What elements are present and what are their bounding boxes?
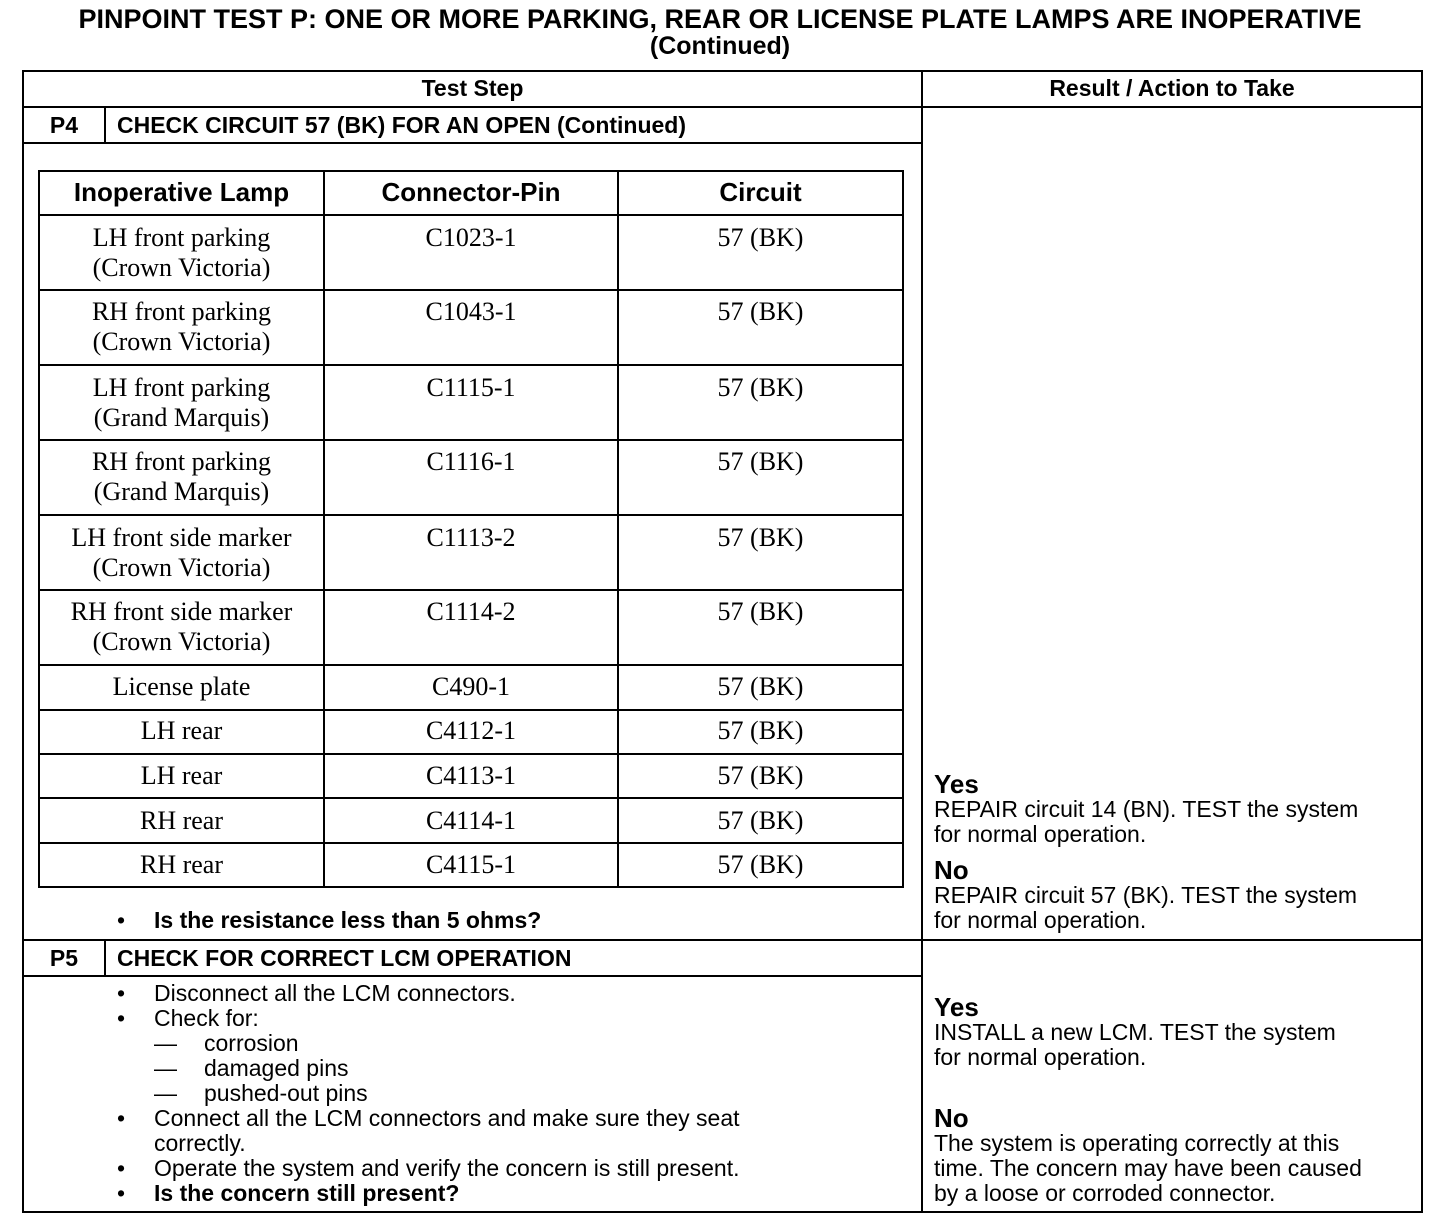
- inner-table-row-line: [38, 289, 904, 291]
- lamp-cell: LH front parking (Crown Victoria): [92, 223, 271, 282]
- p4-no-text-line1: REPAIR circuit 57 (BK). TEST the system: [934, 882, 1358, 908]
- connector-pin-cell: C1043-1: [425, 297, 517, 326]
- lamp-cell: LH front parking (Grand Marquis): [92, 373, 271, 432]
- column-divider: [921, 70, 923, 1213]
- header-bottom-border: [22, 106, 1423, 108]
- p4-header-bottom-border: [22, 142, 923, 144]
- circuit-cell: 57 (BK): [717, 850, 804, 879]
- circuit-cell: 57 (BK): [717, 597, 804, 626]
- circuit-cell: 57 (BK): [717, 373, 804, 402]
- connector-pin-cell: C4113-1: [425, 761, 517, 790]
- lamp-cell: RH front parking (Crown Victoria): [91, 297, 272, 356]
- inner-table-row-line: [38, 797, 904, 799]
- step-separator: [22, 939, 1423, 941]
- circuit-cell: 57 (BK): [717, 297, 804, 326]
- circuit-cell: 57 (BK): [717, 806, 804, 835]
- inner-table-row-line: [38, 364, 904, 366]
- outer-bottom-border: [22, 1211, 1423, 1213]
- col-header-connector-pin: Connector-Pin: [381, 177, 561, 207]
- connector-pin-cell: C1113-2: [426, 523, 516, 552]
- header-result-action: Result / Action to Take: [1049, 75, 1295, 101]
- inner-table-row-line: [38, 589, 904, 591]
- connector-pin-cell: C490-1: [432, 672, 510, 701]
- p5-no-label: No: [934, 1103, 969, 1133]
- bullet-icon: •: [117, 1155, 126, 1181]
- outer-right-border: [1421, 70, 1423, 1213]
- connector-pin-cell: C4115-1: [425, 850, 517, 879]
- inner-table-row-line: [38, 709, 904, 711]
- inner-table-row-line: [38, 214, 904, 216]
- inner-table-row-line: [38, 842, 904, 844]
- p4-no-label: No: [934, 855, 969, 885]
- circuit-cell: 57 (BK): [717, 223, 804, 252]
- outer-top-border: [22, 70, 1423, 72]
- p5-check-pushed-out-pins: pushed-out pins: [204, 1080, 368, 1106]
- lamp-cell: LH front side marker (Crown Victoria): [71, 523, 292, 582]
- connector-pin-cell: C1023-1: [425, 223, 517, 252]
- p4-step-title: CHECK CIRCUIT 57 (BK) FOR AN OPEN (Continued): [117, 112, 687, 138]
- p4-question: Is the resistance less than 5 ohms?: [154, 907, 542, 933]
- p5-step-title: CHECK FOR CORRECT LCM OPERATION: [117, 945, 572, 971]
- bullet-icon: •: [117, 1180, 126, 1206]
- col-header-inoperative-lamp: Inoperative Lamp: [73, 177, 290, 207]
- p5-no-text-line1: The system is operating correctly at this: [934, 1130, 1340, 1156]
- p4-no-text-line2: for normal operation.: [934, 907, 1147, 933]
- p5-step-id: P5: [49, 945, 79, 971]
- page-title-continued: (Continued): [649, 32, 791, 60]
- circuit-cell: 57 (BK): [717, 672, 804, 701]
- inner-table-row-line: [38, 664, 904, 666]
- p5-check-corrosion: corrosion: [204, 1030, 299, 1056]
- p5-bullet-connect-line1: Connect all the LCM connectors and make sure they seat: [154, 1105, 740, 1131]
- lamp-cell: RH front side marker (Crown Victoria): [70, 597, 293, 656]
- inner-table-top-border: [38, 170, 904, 172]
- p4-yes-label: Yes: [934, 769, 979, 799]
- page-title: PINPOINT TEST P: ONE OR MORE PARKING, REAR OR LICENSE PLATE LAMPS ARE INOPERATIVE: [78, 4, 1362, 34]
- circuit-cell: 57 (BK): [717, 716, 804, 745]
- outer-left-border: [22, 70, 24, 1213]
- inner-table-row-line: [38, 439, 904, 441]
- p5-id-divider: [104, 939, 106, 977]
- p5-yes-text-line2: for normal operation.: [934, 1044, 1147, 1070]
- p4-yes-text-line2: for normal operation.: [934, 821, 1147, 847]
- connector-pin-cell: C1115-1: [426, 373, 516, 402]
- p5-yes-label: Yes: [934, 992, 979, 1022]
- header-test-step: Test Step: [421, 75, 524, 101]
- circuit-cell: 57 (BK): [717, 761, 804, 790]
- inner-table-bottom-border: [38, 886, 904, 888]
- p5-bullet-disconnect: Disconnect all the LCM connectors.: [154, 980, 516, 1006]
- p5-no-text-line3: by a loose or corroded connector.: [934, 1180, 1276, 1206]
- lamp-cell: RH rear: [139, 850, 223, 879]
- bullet-icon: •: [117, 1105, 126, 1131]
- p5-bullet-connect-line2: correctly.: [154, 1130, 246, 1156]
- circuit-cell: 57 (BK): [717, 523, 804, 552]
- p4-id-divider: [104, 106, 106, 144]
- connector-pin-cell: C4114-1: [425, 806, 517, 835]
- circuit-cell: 57 (BK): [717, 447, 804, 476]
- p5-check-damaged-pins: damaged pins: [204, 1055, 349, 1081]
- dash-icon: —: [154, 1055, 177, 1081]
- p5-bullet-check-for: Check for:: [154, 1005, 259, 1031]
- p4-yes-text-line1: REPAIR circuit 14 (BN). TEST the system: [934, 796, 1359, 822]
- inner-table-row-line: [38, 514, 904, 516]
- bullet-icon: •: [117, 1005, 126, 1031]
- p5-no-text-line2: time. The concern may have been caused: [934, 1155, 1362, 1181]
- col-header-circuit: Circuit: [719, 177, 802, 207]
- connector-pin-cell: C4112-1: [425, 716, 517, 745]
- lamp-cell: License plate: [112, 672, 251, 701]
- inner-table-row-line: [38, 753, 904, 755]
- connector-pin-cell: C1116-1: [426, 447, 516, 476]
- p4-step-id: P4: [49, 112, 79, 138]
- lamp-cell: RH front parking (Grand Marquis): [91, 447, 272, 506]
- p5-question: Is the concern still present?: [154, 1180, 460, 1206]
- lamp-cell: LH rear: [140, 761, 223, 790]
- bullet-icon: •: [117, 980, 126, 1006]
- inner-table-right-border: [902, 170, 904, 888]
- lamp-cell: RH rear: [139, 806, 223, 835]
- p5-yes-text-line1: INSTALL a new LCM. TEST the system: [934, 1019, 1336, 1045]
- lamp-cell: LH rear: [140, 716, 223, 745]
- dash-icon: —: [154, 1030, 177, 1056]
- p5-header-bottom-border: [22, 975, 923, 977]
- p5-bullet-operate: Operate the system and verify the concern is still present.: [154, 1155, 740, 1181]
- dash-icon: —: [154, 1080, 177, 1106]
- connector-pin-cell: C1114-2: [426, 597, 516, 626]
- bullet-icon: •: [117, 907, 126, 933]
